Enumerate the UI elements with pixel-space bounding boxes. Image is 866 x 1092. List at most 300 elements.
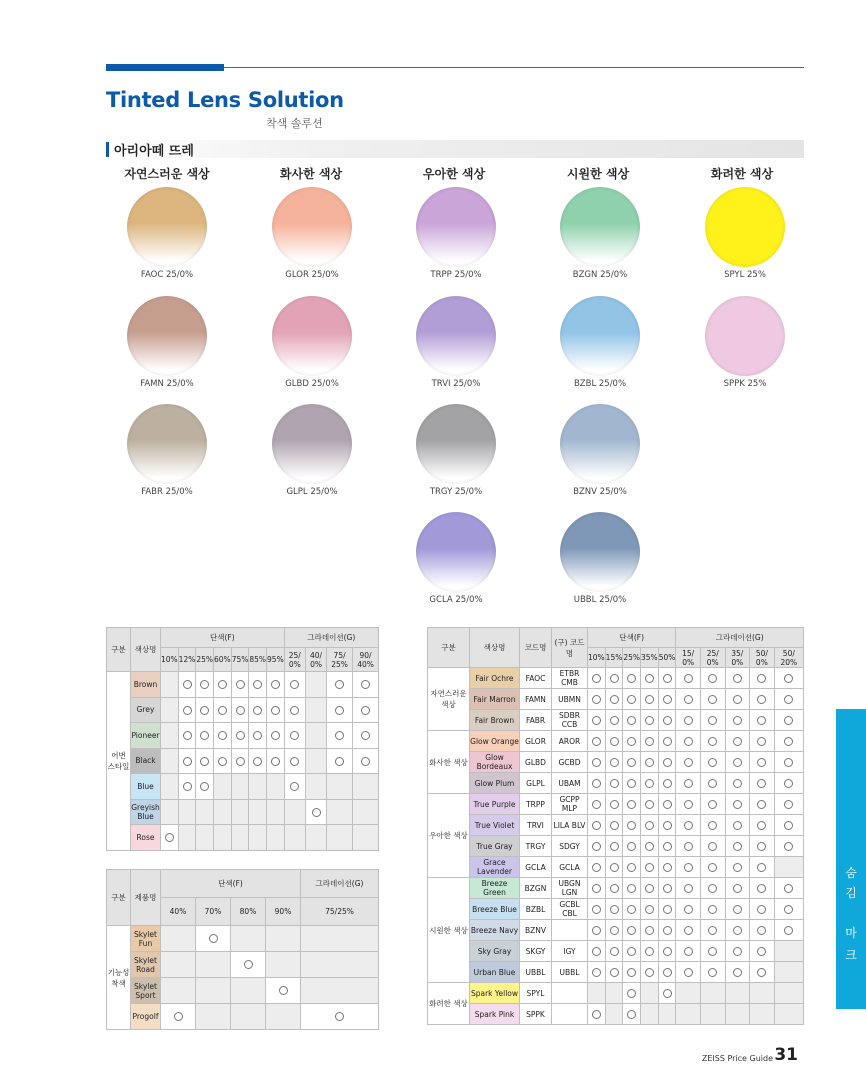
availability-cell bbox=[161, 952, 196, 978]
table-row bbox=[107, 825, 379, 851]
lens-code-label: BZGN 25/0% bbox=[572, 270, 628, 280]
side-tab-char: 크 bbox=[845, 948, 857, 962]
row-group-label: 화려한 색상 bbox=[428, 983, 470, 1025]
available-mark-icon bbox=[335, 1012, 344, 1021]
lens-code-label: TRGY 25/0% bbox=[429, 487, 483, 497]
availability-cell bbox=[774, 899, 803, 920]
header-code: 코드명 bbox=[520, 628, 552, 668]
availability-cell bbox=[161, 1004, 196, 1030]
availability-cell bbox=[231, 748, 249, 774]
available-mark-icon bbox=[708, 716, 717, 725]
colour-name: Rose bbox=[131, 825, 161, 851]
table-row bbox=[428, 773, 804, 794]
available-mark-icon bbox=[663, 821, 672, 830]
availability-cell bbox=[750, 710, 775, 731]
availability-cell bbox=[588, 794, 606, 815]
solid-col-header: 10% bbox=[588, 648, 606, 668]
table-row bbox=[428, 815, 804, 836]
availability-cell bbox=[327, 723, 353, 749]
availability-cell bbox=[725, 815, 750, 836]
available-mark-icon bbox=[645, 821, 654, 830]
lens-swatch bbox=[127, 187, 207, 267]
availability-cell bbox=[284, 748, 305, 774]
available-mark-icon bbox=[663, 905, 672, 914]
availability-cell bbox=[305, 723, 326, 749]
availability-cell bbox=[284, 697, 305, 723]
availability-cell bbox=[161, 774, 179, 800]
old-colour-code: LILA BLV bbox=[552, 815, 588, 836]
available-mark-icon bbox=[684, 905, 693, 914]
grad-col-header: 15/ 0% bbox=[676, 648, 701, 668]
availability-cell bbox=[623, 710, 641, 731]
available-mark-icon bbox=[784, 695, 793, 704]
solid-col-header: 40% bbox=[161, 898, 196, 926]
grad-col-header: 25/ 0% bbox=[700, 648, 725, 668]
grad-col-header: 35/ 0% bbox=[725, 648, 750, 668]
availability-cell bbox=[605, 710, 623, 731]
available-mark-icon bbox=[663, 800, 672, 809]
availability-cell bbox=[641, 731, 659, 752]
availability-cell bbox=[676, 710, 701, 731]
available-mark-icon bbox=[784, 884, 793, 893]
availability-cell bbox=[214, 672, 232, 698]
available-mark-icon bbox=[708, 926, 717, 935]
available-mark-icon bbox=[708, 842, 717, 851]
availability-cell bbox=[750, 857, 775, 878]
availability-cell bbox=[267, 774, 285, 800]
header-gradient: 그라데이션(G) bbox=[284, 628, 378, 648]
available-mark-icon bbox=[290, 731, 299, 740]
row-group-label: 자연스러운 색상 bbox=[428, 668, 470, 731]
availability-cell bbox=[161, 723, 179, 749]
available-mark-icon bbox=[209, 934, 218, 943]
availability-cell bbox=[725, 878, 750, 899]
available-mark-icon bbox=[200, 782, 209, 791]
availability-cell bbox=[353, 723, 379, 749]
grad-col-header: 90/ 40% bbox=[353, 648, 379, 672]
functional-tint-table bbox=[106, 869, 379, 1030]
available-mark-icon bbox=[733, 758, 742, 767]
available-mark-icon bbox=[610, 947, 619, 956]
table-row bbox=[428, 899, 804, 920]
available-mark-icon bbox=[610, 842, 619, 851]
colour-name: Fair Marron bbox=[470, 689, 520, 710]
old-colour-code: SDGY bbox=[552, 836, 588, 857]
availability-cell bbox=[725, 857, 750, 878]
available-mark-icon bbox=[784, 842, 793, 851]
available-mark-icon bbox=[757, 821, 766, 830]
availability-cell bbox=[658, 689, 676, 710]
availability-cell bbox=[161, 748, 179, 774]
available-mark-icon bbox=[663, 947, 672, 956]
available-mark-icon bbox=[757, 863, 766, 872]
available-mark-icon bbox=[757, 737, 766, 746]
availability-cell bbox=[676, 983, 701, 1004]
availability-cell bbox=[658, 794, 676, 815]
availability-cell bbox=[641, 983, 659, 1004]
colour-name: Glow Orange bbox=[470, 731, 520, 752]
grad-col-header: 75/25% bbox=[301, 898, 379, 926]
available-mark-icon bbox=[757, 947, 766, 956]
available-mark-icon bbox=[610, 779, 619, 788]
availability-cell bbox=[658, 962, 676, 983]
colour-code: GLBD bbox=[520, 752, 552, 773]
old-colour-code: UBGN LGN bbox=[552, 878, 588, 899]
available-mark-icon bbox=[757, 800, 766, 809]
availability-cell bbox=[353, 774, 379, 800]
page-title: Tinted Lens Solution bbox=[106, 88, 344, 112]
availability-cell bbox=[161, 697, 179, 723]
availability-cell bbox=[214, 799, 232, 825]
available-mark-icon bbox=[610, 863, 619, 872]
availability-cell bbox=[588, 920, 606, 941]
availability-cell bbox=[623, 941, 641, 962]
colour-name: Grace Lavender bbox=[470, 857, 520, 878]
available-mark-icon bbox=[757, 716, 766, 725]
available-mark-icon bbox=[592, 884, 601, 893]
availability-cell bbox=[641, 773, 659, 794]
availability-cell bbox=[605, 752, 623, 773]
availability-cell bbox=[623, 689, 641, 710]
colour-name: Sky Gray bbox=[470, 941, 520, 962]
availability-cell bbox=[353, 672, 379, 698]
available-mark-icon bbox=[684, 779, 693, 788]
availability-cell bbox=[301, 1004, 379, 1030]
availability-cell bbox=[588, 857, 606, 878]
table-row bbox=[107, 1004, 379, 1030]
table-row bbox=[428, 794, 804, 815]
availability-cell bbox=[700, 794, 725, 815]
availability-cell bbox=[641, 815, 659, 836]
available-mark-icon bbox=[627, 758, 636, 767]
colour-name: Greyish Blue bbox=[131, 799, 161, 825]
availability-cell bbox=[588, 836, 606, 857]
availability-cell bbox=[327, 697, 353, 723]
old-colour-code: AROR bbox=[552, 731, 588, 752]
available-mark-icon bbox=[684, 884, 693, 893]
availability-cell bbox=[623, 899, 641, 920]
lens-code-label: GCLA 25/0% bbox=[429, 595, 483, 605]
available-mark-icon bbox=[757, 842, 766, 851]
availability-cell bbox=[725, 836, 750, 857]
availability-cell bbox=[327, 774, 353, 800]
page-subtitle: 착색 솔루션 bbox=[266, 117, 323, 130]
availability-cell bbox=[623, 857, 641, 878]
available-mark-icon bbox=[645, 779, 654, 788]
lens-swatch bbox=[416, 404, 496, 484]
available-mark-icon bbox=[784, 779, 793, 788]
available-mark-icon bbox=[684, 716, 693, 725]
lens-swatch bbox=[416, 512, 496, 592]
colour-code: FAMN bbox=[520, 689, 552, 710]
availability-cell bbox=[750, 668, 775, 689]
table-row bbox=[428, 920, 804, 941]
available-mark-icon bbox=[708, 779, 717, 788]
table-row bbox=[428, 731, 804, 752]
lens-swatch bbox=[127, 404, 207, 484]
lens-swatch bbox=[705, 296, 785, 376]
available-mark-icon bbox=[183, 757, 192, 766]
old-colour-code: IGY bbox=[552, 941, 588, 962]
available-mark-icon bbox=[645, 905, 654, 914]
colour-code: UBBL bbox=[520, 962, 552, 983]
colour-code: TRGY bbox=[520, 836, 552, 857]
table-row bbox=[107, 926, 379, 952]
availability-cell bbox=[658, 983, 676, 1004]
availability-cell bbox=[301, 952, 379, 978]
available-mark-icon bbox=[174, 1012, 183, 1021]
lens-code-label: BZBL 25/0% bbox=[573, 379, 627, 389]
lens-code-label: GLBD 25/0% bbox=[285, 379, 339, 389]
availability-cell bbox=[214, 774, 232, 800]
availability-cell bbox=[750, 1004, 775, 1025]
availability-cell bbox=[196, 774, 214, 800]
available-mark-icon bbox=[733, 842, 742, 851]
available-mark-icon bbox=[335, 757, 344, 766]
availability-cell bbox=[774, 983, 803, 1004]
availability-cell bbox=[774, 941, 803, 962]
header-solid: 단색(F) bbox=[588, 628, 676, 648]
page-number: 31 bbox=[774, 1045, 798, 1065]
table-row bbox=[107, 723, 379, 749]
availability-cell bbox=[588, 668, 606, 689]
availability-cell bbox=[605, 689, 623, 710]
old-colour-code bbox=[552, 920, 588, 941]
available-mark-icon bbox=[592, 779, 601, 788]
available-mark-icon bbox=[784, 800, 793, 809]
availability-cell bbox=[774, 773, 803, 794]
colour-name: Fair Ochre bbox=[470, 668, 520, 689]
available-mark-icon bbox=[218, 731, 227, 740]
availability-cell bbox=[750, 689, 775, 710]
availability-cell bbox=[725, 794, 750, 815]
availability-cell bbox=[605, 836, 623, 857]
availability-cell bbox=[231, 774, 249, 800]
availability-cell bbox=[301, 978, 379, 1004]
row-group-label: 우아한 색상 bbox=[428, 794, 470, 878]
availability-cell bbox=[249, 799, 267, 825]
available-mark-icon bbox=[784, 821, 793, 830]
available-mark-icon bbox=[183, 706, 192, 715]
availability-cell bbox=[774, 815, 803, 836]
available-mark-icon bbox=[663, 779, 672, 788]
solid-col-header: 90% bbox=[266, 898, 301, 926]
availability-cell bbox=[588, 962, 606, 983]
table-row bbox=[428, 962, 804, 983]
available-mark-icon bbox=[271, 680, 280, 689]
colour-code-table bbox=[427, 627, 804, 1025]
available-mark-icon bbox=[271, 706, 280, 715]
lens-swatch bbox=[560, 404, 640, 484]
availability-cell bbox=[658, 1004, 676, 1025]
available-mark-icon bbox=[200, 706, 209, 715]
availability-cell bbox=[301, 926, 379, 952]
availability-cell bbox=[305, 748, 326, 774]
availability-cell bbox=[267, 723, 285, 749]
available-mark-icon bbox=[627, 884, 636, 893]
side-tab[interactable] bbox=[836, 709, 866, 1009]
availability-cell bbox=[353, 697, 379, 723]
available-mark-icon bbox=[610, 800, 619, 809]
available-mark-icon bbox=[244, 960, 253, 969]
availability-cell bbox=[774, 836, 803, 857]
solid-col-header: 70% bbox=[196, 898, 231, 926]
colour-name: Fair Brown bbox=[470, 710, 520, 731]
available-mark-icon bbox=[218, 757, 227, 766]
availability-cell bbox=[196, 825, 214, 851]
availability-cell bbox=[196, 799, 214, 825]
availability-cell bbox=[623, 815, 641, 836]
available-mark-icon bbox=[627, 674, 636, 683]
availability-cell bbox=[623, 731, 641, 752]
available-mark-icon bbox=[627, 716, 636, 725]
header-group: 구분 bbox=[107, 628, 131, 672]
availability-cell bbox=[725, 752, 750, 773]
availability-cell bbox=[774, 962, 803, 983]
availability-cell bbox=[676, 920, 701, 941]
availability-cell bbox=[750, 962, 775, 983]
side-tab-char: 김 bbox=[845, 886, 857, 900]
availability-cell bbox=[641, 689, 659, 710]
available-mark-icon bbox=[757, 926, 766, 935]
available-mark-icon bbox=[610, 884, 619, 893]
available-mark-icon bbox=[663, 758, 672, 767]
availability-cell bbox=[588, 815, 606, 836]
lens-swatch bbox=[416, 187, 496, 267]
availability-cell bbox=[658, 731, 676, 752]
availability-cell bbox=[700, 668, 725, 689]
solid-col-header: 50% bbox=[658, 648, 676, 668]
availability-cell bbox=[605, 731, 623, 752]
availability-cell bbox=[676, 941, 701, 962]
available-mark-icon bbox=[218, 706, 227, 715]
availability-cell bbox=[623, 920, 641, 941]
available-mark-icon bbox=[312, 808, 321, 817]
availability-cell bbox=[605, 1004, 623, 1025]
colour-name: True Violet bbox=[470, 815, 520, 836]
availability-cell bbox=[658, 920, 676, 941]
availability-cell bbox=[774, 857, 803, 878]
available-mark-icon bbox=[684, 800, 693, 809]
availability-cell bbox=[676, 899, 701, 920]
available-mark-icon bbox=[627, 842, 636, 851]
available-mark-icon bbox=[708, 884, 717, 893]
availability-cell bbox=[231, 978, 266, 1004]
table-row bbox=[428, 857, 804, 878]
solid-col-header: 60% bbox=[214, 648, 232, 672]
available-mark-icon bbox=[784, 758, 793, 767]
available-mark-icon bbox=[627, 968, 636, 977]
available-mark-icon bbox=[253, 706, 262, 715]
available-mark-icon bbox=[684, 947, 693, 956]
available-mark-icon bbox=[592, 758, 601, 767]
availability-cell bbox=[658, 752, 676, 773]
available-mark-icon bbox=[218, 680, 227, 689]
solid-col-header: 10% bbox=[161, 648, 179, 672]
grad-col-header: 50/ 20% bbox=[774, 648, 803, 668]
header-solid: 단색(F) bbox=[161, 628, 285, 648]
availability-cell bbox=[353, 748, 379, 774]
available-mark-icon bbox=[733, 674, 742, 683]
available-mark-icon bbox=[592, 863, 601, 872]
availability-cell bbox=[676, 857, 701, 878]
section-header bbox=[106, 140, 804, 158]
available-mark-icon bbox=[733, 926, 742, 935]
colour-code: BZNV bbox=[520, 920, 552, 941]
solid-col-header: 85% bbox=[249, 648, 267, 672]
availability-cell bbox=[267, 672, 285, 698]
old-colour-code bbox=[552, 1004, 588, 1025]
available-mark-icon bbox=[610, 737, 619, 746]
side-tab-char: 마 bbox=[845, 926, 857, 940]
colour-name: Spark Pink bbox=[470, 1004, 520, 1025]
available-mark-icon bbox=[361, 706, 370, 715]
availability-cell bbox=[623, 752, 641, 773]
row-group-label: 어번 스타일 bbox=[107, 672, 131, 851]
available-mark-icon bbox=[610, 926, 619, 935]
lens-swatch bbox=[560, 187, 640, 267]
availability-cell bbox=[623, 773, 641, 794]
availability-cell bbox=[725, 689, 750, 710]
old-colour-code: UBBL bbox=[552, 962, 588, 983]
available-mark-icon bbox=[592, 1010, 601, 1019]
table-row bbox=[107, 978, 379, 1004]
availability-cell bbox=[267, 697, 285, 723]
availability-cell bbox=[327, 672, 353, 698]
available-mark-icon bbox=[684, 842, 693, 851]
colour-code: SKGY bbox=[520, 941, 552, 962]
header-solid: 단색(F) bbox=[161, 870, 301, 898]
availability-cell bbox=[605, 878, 623, 899]
colour-name: Urban Blue bbox=[470, 962, 520, 983]
availability-cell bbox=[700, 899, 725, 920]
side-tab-char: 숨 bbox=[845, 866, 857, 880]
availability-cell bbox=[725, 731, 750, 752]
availability-cell bbox=[249, 825, 267, 851]
available-mark-icon bbox=[279, 986, 288, 995]
available-mark-icon bbox=[757, 968, 766, 977]
availability-cell bbox=[700, 773, 725, 794]
availability-cell bbox=[750, 773, 775, 794]
lens-code-label: GLPL 25/0% bbox=[286, 487, 338, 497]
availability-cell bbox=[641, 878, 659, 899]
availability-cell bbox=[641, 941, 659, 962]
available-mark-icon bbox=[684, 758, 693, 767]
available-mark-icon bbox=[645, 842, 654, 851]
available-mark-icon bbox=[733, 716, 742, 725]
available-mark-icon bbox=[627, 989, 636, 998]
availability-cell bbox=[700, 752, 725, 773]
available-mark-icon bbox=[335, 731, 344, 740]
product-name: Skylet Fun bbox=[131, 926, 161, 952]
lens-code-label: SPPK 25% bbox=[723, 379, 767, 389]
availability-cell bbox=[178, 748, 196, 774]
available-mark-icon bbox=[183, 782, 192, 791]
available-mark-icon bbox=[627, 800, 636, 809]
availability-cell bbox=[774, 668, 803, 689]
available-mark-icon bbox=[784, 737, 793, 746]
available-mark-icon bbox=[610, 695, 619, 704]
availability-cell bbox=[750, 920, 775, 941]
availability-cell bbox=[725, 920, 750, 941]
availability-cell bbox=[305, 825, 326, 851]
available-mark-icon bbox=[592, 905, 601, 914]
colour-code: SPYL bbox=[520, 983, 552, 1004]
availability-cell bbox=[700, 920, 725, 941]
availability-cell bbox=[284, 723, 305, 749]
availability-cell bbox=[700, 689, 725, 710]
availability-cell bbox=[750, 752, 775, 773]
